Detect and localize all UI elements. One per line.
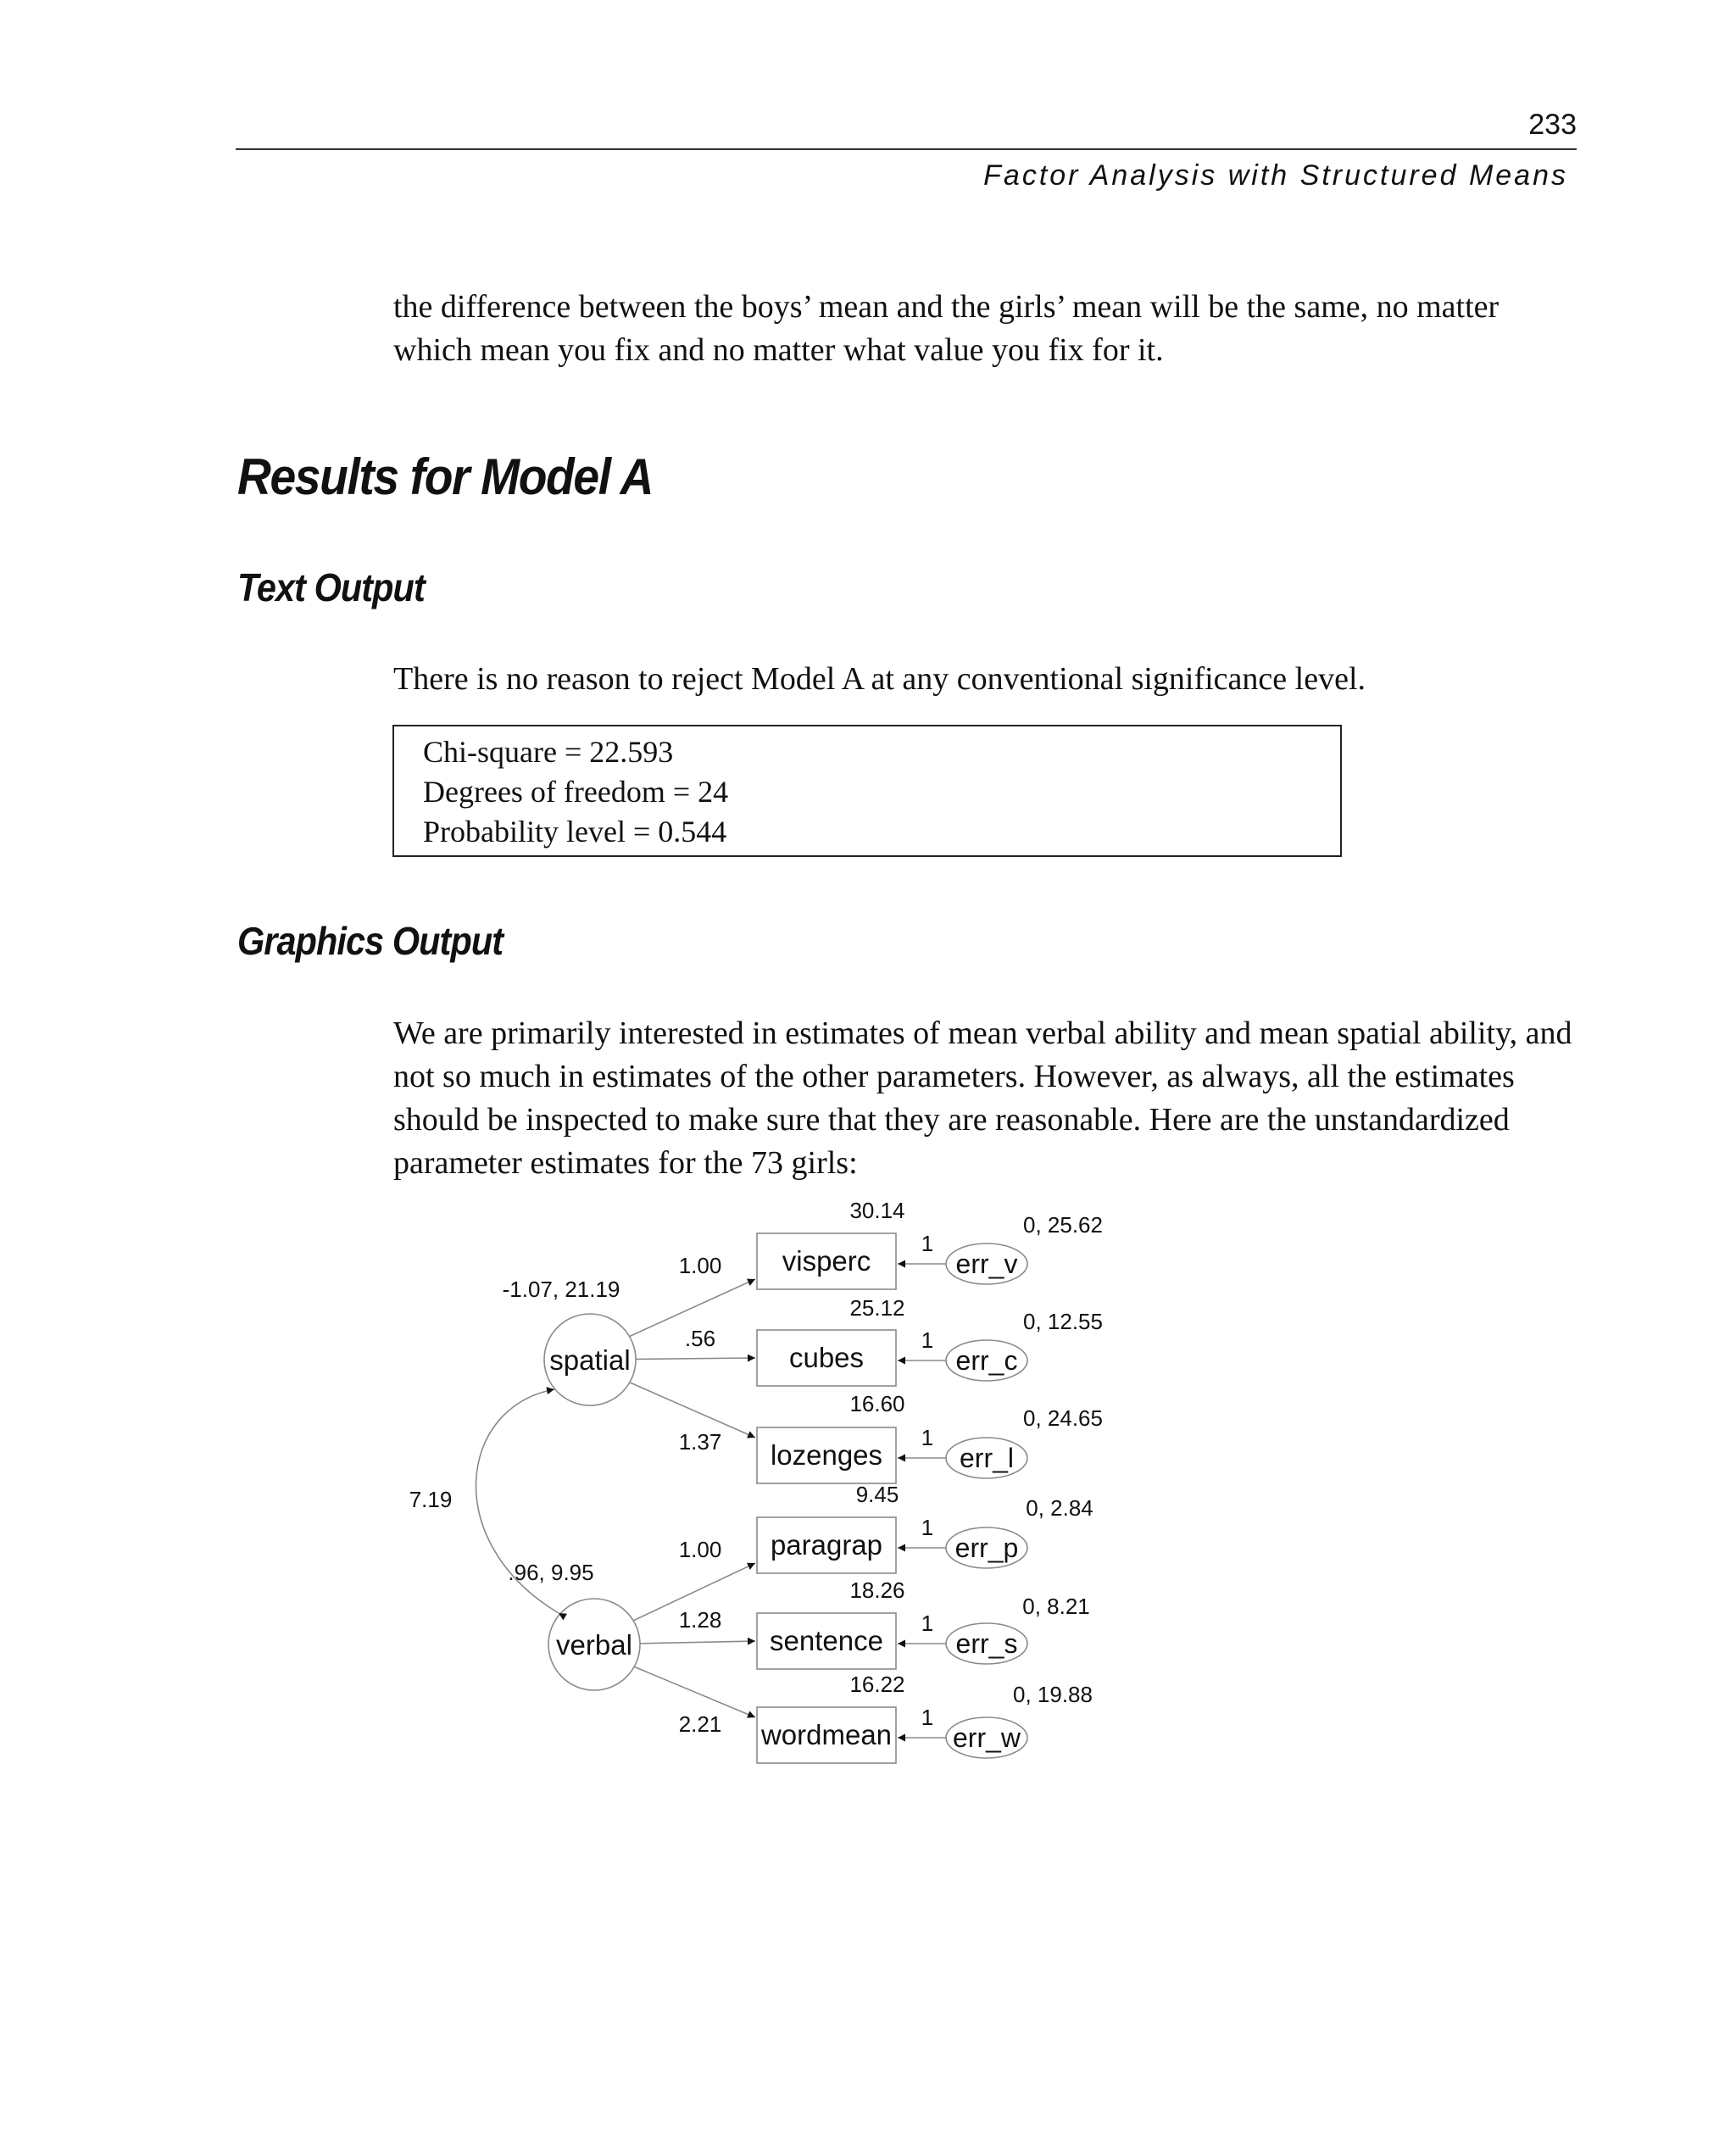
graphics-output-paragraph: We are primarily interested in estimates of mean verbal ability and mean spatial ability, and not so much in estimates of the other parameters. However, as always, all the estimates should be inspected to make sure that they are reasonable. Here are the unstandardized parameter estimates for the 73 girls:: [393, 1015, 1572, 1181]
error-path-label-lozenges: 1: [921, 1425, 934, 1450]
error-err_s-label: err_s: [955, 1628, 1018, 1659]
factor-verbal-label: verbal: [556, 1629, 632, 1661]
indicator-visperc-label: visperc: [782, 1245, 871, 1277]
page-number: 233: [1528, 108, 1577, 141]
intercept-label-paragrap: 9.45: [855, 1482, 899, 1507]
error-estimate-err_w: 0, 19.88: [1013, 1682, 1093, 1707]
error-estimate-err_c: 0, 12.55: [1023, 1309, 1103, 1334]
indicator-lozenges-label: lozenges: [770, 1439, 883, 1471]
loading-label-sentence: 1.28: [678, 1607, 722, 1633]
chi-square-line: Chi-square = 22.593: [423, 735, 674, 769]
covariance-label: 7.19: [409, 1487, 453, 1512]
loading-label-wordmean: 2.21: [678, 1711, 722, 1737]
text-output-heading: Text Output: [237, 565, 425, 609]
text-output-paragraph: There is no reason to reject Model A at any conventional significance level.: [393, 661, 1366, 697]
error-err_w-label: err_w: [952, 1722, 1021, 1753]
loading-label-lozenges: 1.37: [678, 1429, 722, 1455]
intercept-label-sentence: 18.26: [849, 1577, 905, 1603]
error-err_p-label: err_p: [954, 1533, 1019, 1563]
error-path-label-wordmean: 1: [921, 1705, 934, 1730]
error-path-label-cubes: 1: [921, 1327, 934, 1353]
error-path-label-paragrap: 1: [921, 1515, 934, 1540]
error-err_c-label: err_c: [955, 1345, 1018, 1376]
error-path-label-sentence: 1: [921, 1611, 934, 1636]
error-path-label-visperc: 1: [921, 1231, 934, 1256]
indicator-wordmean-label: wordmean: [760, 1719, 893, 1750]
error-estimate-err_s: 0, 8.21: [1022, 1594, 1090, 1619]
loading-label-paragrap: 1.00: [678, 1537, 722, 1562]
error-err_l-label: err_l: [959, 1443, 1015, 1473]
error-err_v-label: err_v: [955, 1249, 1018, 1279]
section-title: Results for Model A: [237, 448, 654, 505]
indicator-paragrap-label: paragrap: [770, 1529, 883, 1561]
loading-label-visperc: 1.00: [678, 1253, 722, 1278]
graphics-output-heading: Graphics Output: [237, 919, 504, 963]
loading-arrow-cubes: [636, 1358, 755, 1359]
intercept-label-visperc: 30.14: [849, 1198, 905, 1223]
indicator-sentence-label: sentence: [770, 1625, 883, 1656]
degrees-of-freedom-line: Degrees of freedom = 24: [423, 775, 729, 809]
loading-arrow-wordmean: [634, 1666, 755, 1717]
factor-spatial-estimate: -1.07, 21.19: [502, 1277, 620, 1302]
intercept-label-wordmean: 16.22: [849, 1672, 905, 1697]
loading-arrow-sentence: [640, 1641, 755, 1644]
error-estimate-err_v: 0, 25.62: [1023, 1212, 1103, 1238]
factor-spatial-label: spatial: [549, 1344, 631, 1376]
indicator-cubes-label: cubes: [788, 1342, 865, 1373]
loading-label-cubes: .56: [684, 1326, 716, 1351]
intro-paragraph: the difference between the boys’ mean and the girls’ mean will be the same, no matter which mean you fix and no matter what value you fix for it.: [393, 289, 1500, 368]
intercept-label-lozenges: 16.60: [849, 1391, 905, 1416]
probability-level-line: Probability level = 0.544: [423, 815, 727, 849]
running-head: Factor Analysis with Structured Means: [983, 159, 1568, 192]
error-estimate-err_p: 0, 2.84: [1026, 1495, 1093, 1521]
factor-verbal-estimate: .96, 9.95: [508, 1560, 594, 1585]
intercept-label-cubes: 25.12: [849, 1295, 905, 1321]
error-estimate-err_l: 0, 24.65: [1023, 1405, 1103, 1431]
